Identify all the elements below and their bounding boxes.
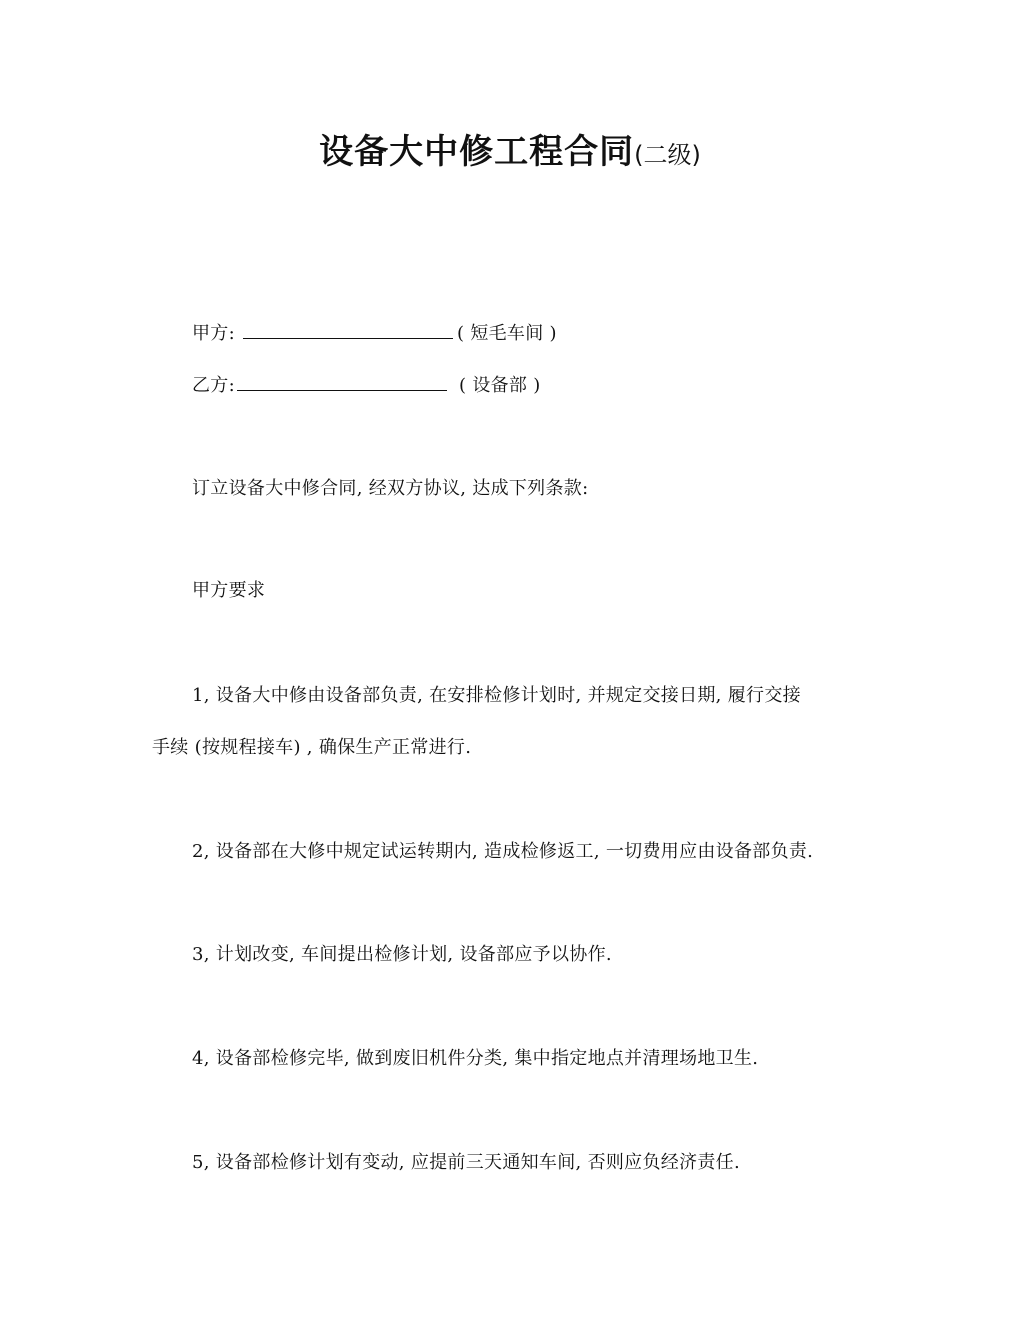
title-sub: (二级) (634, 141, 701, 169)
clause-4: 4, 设备部检修完毕, 做到废旧机件分类, 集中指定地点并清理场地卫生. (192, 1048, 759, 1069)
party-a-blank (243, 320, 453, 339)
clause-2: 2, 设备部在大修中规定试运转期内, 造成检修返工, 一切费用应由设备部负责. (192, 841, 814, 862)
party-a-label: 甲方: (192, 323, 235, 344)
party-b-label: 乙方: (192, 375, 235, 396)
clause-3: 3, 计划改变, 车间提出检修计划, 设备部应予以协作. (192, 944, 612, 965)
party-b-note: ( 设备部 ) (458, 375, 541, 396)
clause-5: 5, 设备部检修计划有变动, 应提前三天通知车间, 否则应负经济责任. (192, 1152, 741, 1173)
party-b-line (192, 372, 541, 398)
party-a-line (192, 320, 557, 346)
clause-1-line-1: 1, 设备大中修由设备部负责, 在安排检修计划时, 并规定交接日期, 履行交接 (192, 685, 801, 706)
title-main: 设备大中修工程合同 (319, 132, 635, 172)
party-b-blank (237, 372, 447, 391)
intro-paragraph: 订立设备大中修合同, 经双方协议, 达成下列条款: (192, 478, 589, 499)
document-title (0, 124, 1020, 173)
clause-1-line-2: 手续 (按规程接车) , 确保生产正常进行. (152, 737, 472, 758)
party-a-note: ( 短毛车间 ) (456, 323, 557, 344)
section-heading: 甲方要求 (192, 580, 266, 601)
